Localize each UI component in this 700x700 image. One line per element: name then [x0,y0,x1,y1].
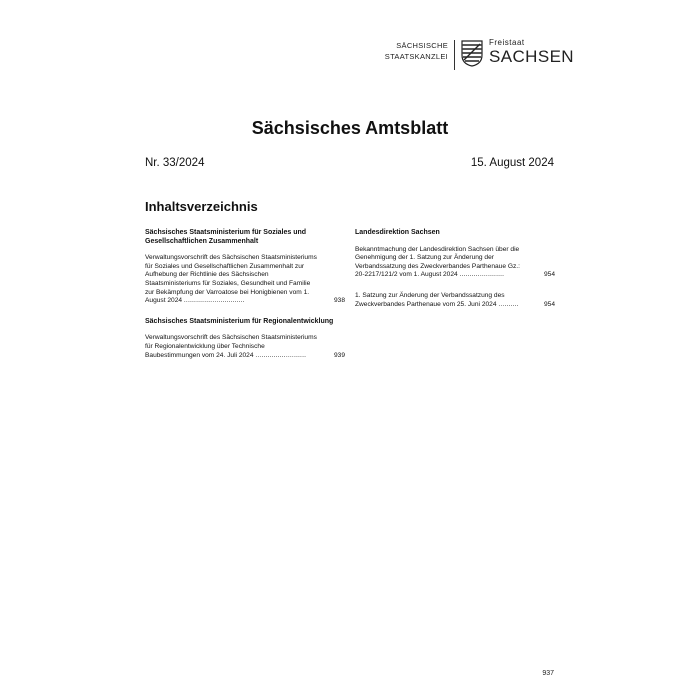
toc-entry[interactable] [145,334,345,360]
toc-section-title: Sächsisches Staatsministerium für Regionalentwicklung [145,317,334,325]
toc-section [145,229,345,306]
toc-entry-page: 954 [543,300,555,308]
org-line-1: SÄCHSISCHE [396,41,448,50]
toc-entry-text: 1. Satzung zur Änderung der Verbandssatzung des Zweckverbandes Parthenaue vom 25. Juni 2024 .......... [355,291,519,308]
toc-left-column [145,229,345,372]
toc-entry-text: Verwaltungsvorschrift des Sächsischen Staatsministeriums für Regionalentwicklung über Technische Baubestimmungen vom 24. Juli 2024 ......................... [145,334,317,359]
state-line-1: Freistaat [489,38,525,47]
page-number: 937 [542,670,554,677]
staatskanzlei-logo-text [384,40,448,62]
toc-section-title: Landesdirektion Sachsen [355,229,440,236]
org-line-2: STAATSKANZLEI [384,52,448,61]
toc-section [145,318,345,360]
toc-entry-page: 938 [333,297,345,305]
document-title: Sächsisches Amtsblatt [251,118,449,138]
toc-section [355,229,555,309]
toc-entry-page: 939 [333,351,345,359]
state-line-2: SACHSEN [489,47,574,66]
freistaat-sachsen-logo-text [489,38,574,66]
logo-divider [454,40,455,70]
issue-number: Nr. 33/2024 [145,157,205,169]
toc-entry-page: 954 [543,271,555,279]
toc-leader-dots: ...................... [459,271,505,279]
toc-entry-text: Bekanntmachung der Landesdirektion Sachsen über die Genehmigung der 1. Satzung zur Änderung der Verbandssatzung des Zweckverbandes Parthenaue Gz.: 20-2217/121/2 vom 1. August 2024 ...................... [355,245,520,279]
toc-leader-dots: .............................. [183,297,245,305]
coat-of-arms-icon [461,40,483,67]
toc-heading: Inhaltsverzeichnis [145,199,258,214]
toc-leader-dots: .......... [498,300,519,308]
toc-entry[interactable] [355,292,555,309]
toc-leader-dots: ......................... [255,351,307,359]
toc-entry[interactable] [145,254,345,306]
toc-right-column [355,229,555,321]
toc-entry[interactable] [355,246,555,280]
issue-date: 15. August 2024 [470,157,554,169]
toc-entry-text: Verwaltungsvorschrift des Sächsischen Staatsministeriums für Soziales und Gesellschaftlichen Zusammenhalt zur Aufhebung der Richtlinie des Sächsischen Staatsministeriums für Soziales, Gesundheit und Familie zur Bekämpfung der Varroatose bei Honigbienen vom 1. August 2024 .............................. [145,254,317,305]
toc-section-title: Sächsisches Staatsministerium für Soziales und Gesellschaftlichen Zusammenhalt [145,229,307,245]
